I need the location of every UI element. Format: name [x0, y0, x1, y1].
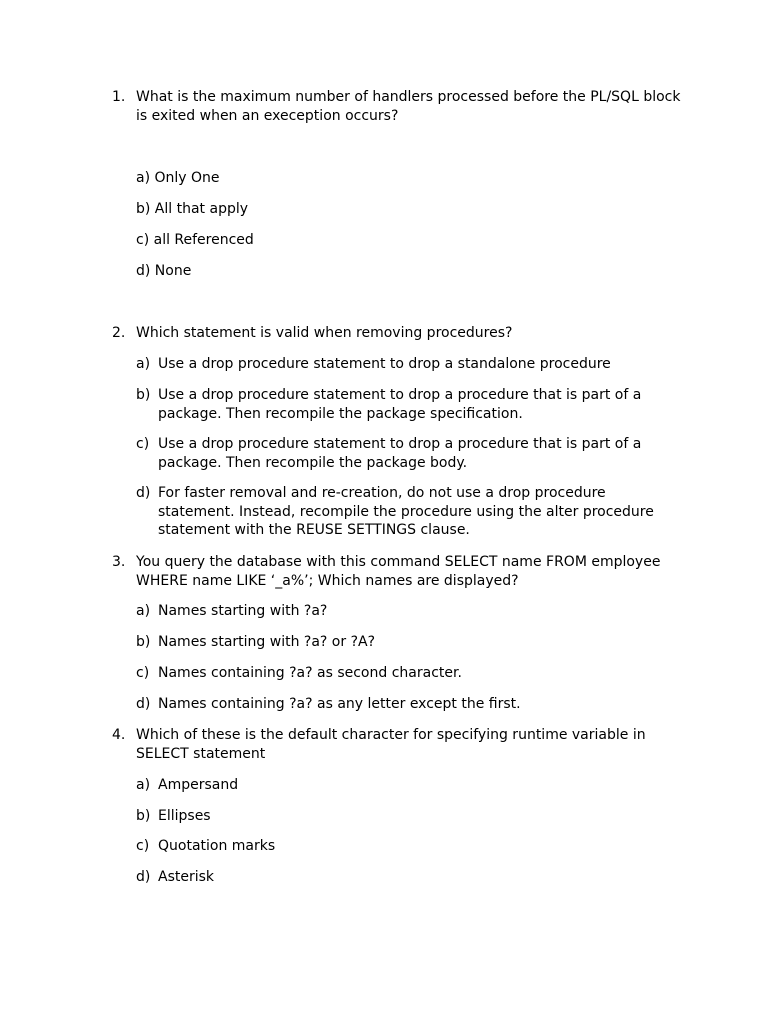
option-3b — [136, 633, 676, 652]
option-letter: b) — [136, 387, 151, 403]
option-4a — [136, 776, 676, 795]
option-text: Use a drop procedure statement to drop a standalone procedure — [158, 356, 611, 372]
option-text: Ellipses — [158, 808, 211, 824]
option-text: Ampersand — [158, 777, 239, 793]
option-text: Names starting with ?a? — [158, 603, 328, 619]
question-3 — [112, 553, 682, 590]
option-1d: d) None — [136, 263, 192, 279]
option-letter: a) — [136, 777, 151, 793]
option-text: Use a drop procedure statement to drop a procedure that is part of a package. Then recompile the package body. — [158, 436, 642, 471]
option-letter: b) — [136, 808, 151, 824]
option-1b: b) All that apply — [136, 201, 249, 217]
option-4b — [136, 807, 676, 826]
option-letter: d) — [136, 696, 151, 712]
option-2c — [136, 435, 676, 472]
option-4c — [136, 837, 676, 856]
option-letter: a) — [136, 603, 151, 619]
option-text: For faster removal and re-creation, do not use a drop procedure statement. Instead, recompile the procedure using the alter procedure statement with the REUSE SETTINGS clause. — [158, 485, 654, 538]
question-text: You query the database with this command SELECT name FROM employee WHERE name LIKE ‘_a%’; Which names are displayed? — [136, 554, 661, 589]
option-1c: c) all Referenced — [136, 232, 254, 248]
option-letter: d) — [136, 869, 151, 885]
option-text: Names containing ?a? as second character. — [158, 665, 462, 681]
question-number: 2. — [112, 325, 126, 341]
option-text: Quotation marks — [158, 838, 276, 854]
question-2 — [112, 324, 682, 343]
option-text: Asterisk — [158, 869, 215, 885]
option-2a — [136, 355, 676, 374]
option-letter: c) — [136, 838, 150, 854]
option-letter: d) — [136, 485, 151, 501]
option-3d — [136, 695, 676, 714]
option-letter: a) — [136, 356, 151, 372]
option-letter: c) — [136, 436, 150, 452]
question-1 — [112, 88, 682, 125]
question-text: What is the maximum number of handlers processed before the PL/SQL block is exited when an exeception occurs? — [136, 89, 681, 124]
option-4d — [136, 868, 676, 887]
option-1a: a) Only One — [136, 170, 220, 186]
question-text: Which of these is the default character for specifying runtime variable in SELECT statement — [136, 727, 646, 762]
option-letter: c) — [136, 665, 150, 681]
question-number: 1. — [112, 89, 126, 105]
question-number: 4. — [112, 727, 126, 743]
question-number: 3. — [112, 554, 126, 570]
option-text: Use a drop procedure statement to drop a procedure that is part of a package. Then recompile the package specification. — [158, 387, 642, 422]
option-2d — [136, 484, 676, 540]
option-text: Names starting with ?a? or ?A? — [158, 634, 376, 650]
question-4 — [112, 726, 682, 763]
option-3a — [136, 602, 676, 621]
question-text: Which statement is valid when removing procedures? — [136, 325, 513, 341]
option-2b — [136, 386, 676, 423]
option-text: Names containing ?a? as any letter except the first. — [158, 696, 521, 712]
option-3c — [136, 664, 676, 683]
option-letter: b) — [136, 634, 151, 650]
